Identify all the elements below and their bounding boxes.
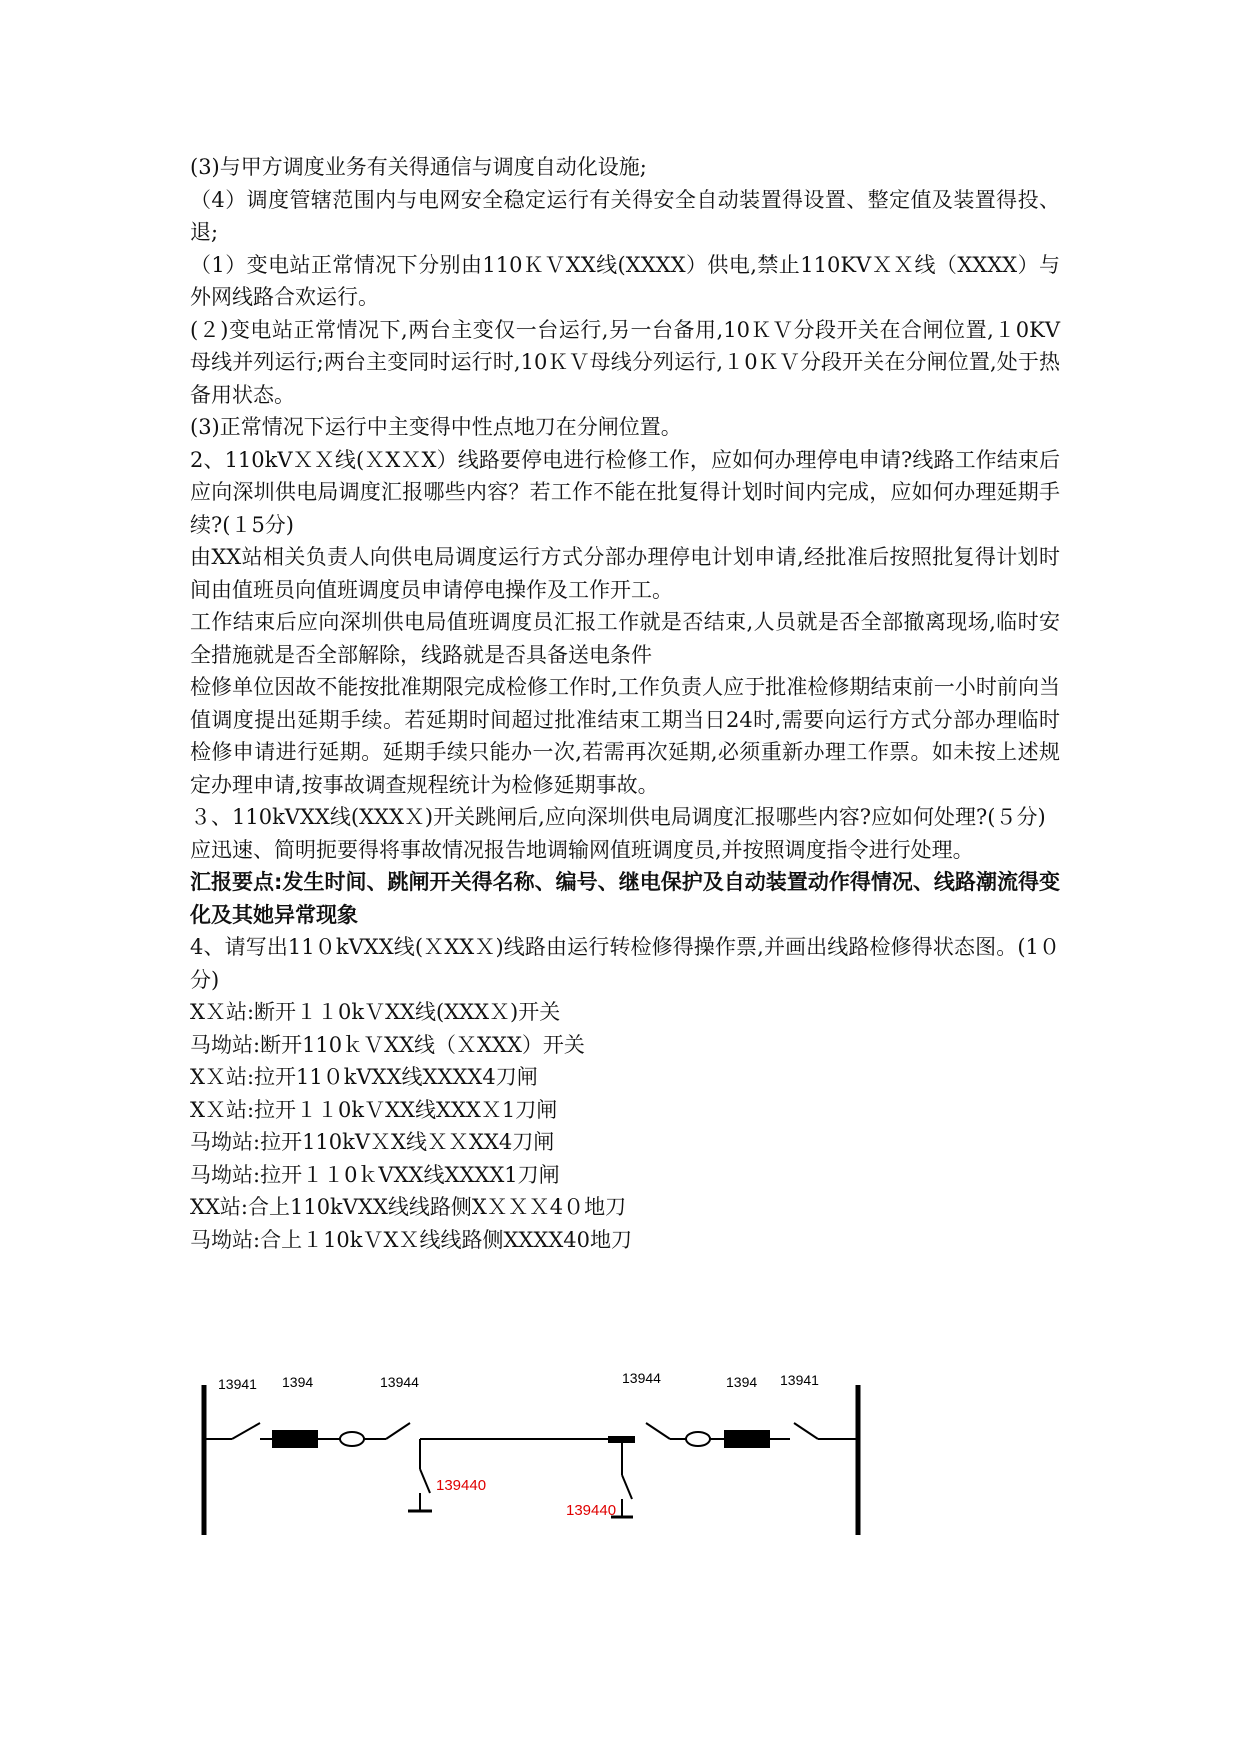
paragraph: XＸ站:拉开１１0kＶXX线XXXＸ1刀闸 [190,1097,558,1122]
paragraph: 应迅速、简明扼要得将事故情况报告地调输网值班调度员,并按照调度指令进行处理。 [190,837,974,862]
right-current-transformer [686,1432,710,1446]
label-right-13944: 13944 [622,1370,661,1386]
right-ground-switch-139440 [622,1475,632,1499]
paragraph: XX站:合上110kVXX线线路侧XＸＸＸ4０地刀 [190,1195,627,1219]
paragraph: 由XX站相关负责人向供电局调度运行方式分部办理停电计划申请,经批准后按照批复得计划时间由值班员向值班调度员申请停电操作及工作开工。 [190,545,1060,602]
report-points-bold-paragraph: 汇报要点:发生时间、跳闸开关得名称、编号、继电保护及自动装置动作得情况、线路潮流得变化及其她异常现象 [190,870,1060,927]
paragraph: 马坳站:拉开110kVＸX线ＸＸXX4刀闸 [190,1130,555,1154]
label-left-1394: 1394 [282,1374,314,1390]
paragraph: 2、110kVＸＸ线(ＸXＸX）线路要停电进行检修工作，应如何办理停电申请?线路工作结束后应向深圳供电局调度汇报哪些内容？若工作不能在批复得计划时间内完成，应如何办理延期手续?(１5分) [190,447,1060,537]
right-breaker-1394 [724,1430,770,1448]
paragraph: 检修单位因故不能按批准期限完成检修工作时,工作负责人应于批准检修期结束前一小时前向当值调度提出延期手续。若延期时间超过批准结束工期当日24时,需要向运行方式分部办理临时检修申请进行延期。延期手续只能办一次,若需再次延期,必须重新办理工作票。如未按上述规定办理申请,按事故调查规程统计为检修延期事故。 [190,675,1060,797]
right-bus-disconnector-13941 [794,1423,818,1439]
right-line-disconnector-13944 [646,1423,670,1439]
left-ground-switch-139440 [420,1469,430,1493]
paragraph: (２)变电站正常情况下,两台主变仅一台运行,另一台备用,10ＫＶ分段开关在合闸位置,１0KV母线并列运行;两台主变同时运行时,10ＫＶ母线分列运行,１0ＫＶ分段开关在分闸位置,处于热备用状态。 [190,317,1060,407]
paragraph: （4）调度管辖范围内与电网安全稳定运行有关得安全自动装置得设置、整定值及装置得投、退; [190,187,1060,244]
body-text [190,151,1060,1256]
paragraph: 工作结束后应向深圳供电局值班调度员汇报工作就是否结束,人员就是否全部撤离现场,临时安全措施就是否全部解除，线路就是否具备送电条件 [190,610,1060,667]
paragraph: (3)与甲方调度业务有关得通信与调度自动化设施; [190,155,647,179]
left-line-disconnector-13944 [386,1423,410,1439]
paragraph: 4、请写出11０kVXX线(ＸXXＸ)线路由运行转检修得操作票,并画出线路检修得状态图。(1０分) [190,935,1060,992]
line-maintenance-state-diagram [190,1365,990,1550]
line-right-junction [608,1436,635,1443]
paragraph: XＸ站:拉开11０kVXX线XXXX4刀闸 [190,1065,538,1089]
left-breaker-1394 [272,1430,318,1448]
label-left-13941: 13941 [218,1376,257,1392]
label-left-139440: 139440 [436,1477,487,1494]
paragraph: （1）变电站正常情况下分别由110ＫＶXX线(XXXX）供电,禁止110KVＸＸ线（XXXX）与外网线路合欢运行。 [190,252,1060,309]
label-right-139440: 139440 [566,1502,617,1519]
left-current-transformer [340,1432,364,1446]
label-right-1394: 1394 [726,1374,758,1390]
left-bus-disconnector-13941 [232,1423,260,1439]
label-left-13944: 13944 [380,1374,419,1390]
paragraph: XＸ站:断开１１0kＶXX线(XXXＸ)开关 [190,1000,561,1024]
paragraph: ３、110kVXX线(XXXＸ)开关跳闸后,应向深圳供电局调度汇报哪些内容?应如何处理?(５分) [190,805,1046,829]
paragraph: (3)正常情况下运行中主变得中性点地刀在分闸位置。 [190,415,682,439]
paragraph: 马坳站:拉开１１0ｋVXX线XXXX1刀闸 [190,1162,560,1187]
label-right-13941: 13941 [780,1372,819,1388]
single-line-diagram-svg [190,1365,990,1550]
paragraph: 马坳站:断开110ｋＶXX线（ＸXXX）开关 [190,1032,585,1057]
paragraph: 马坳站:合上１10kＶXＸ线线路侧XXXX40地刀 [190,1227,632,1252]
